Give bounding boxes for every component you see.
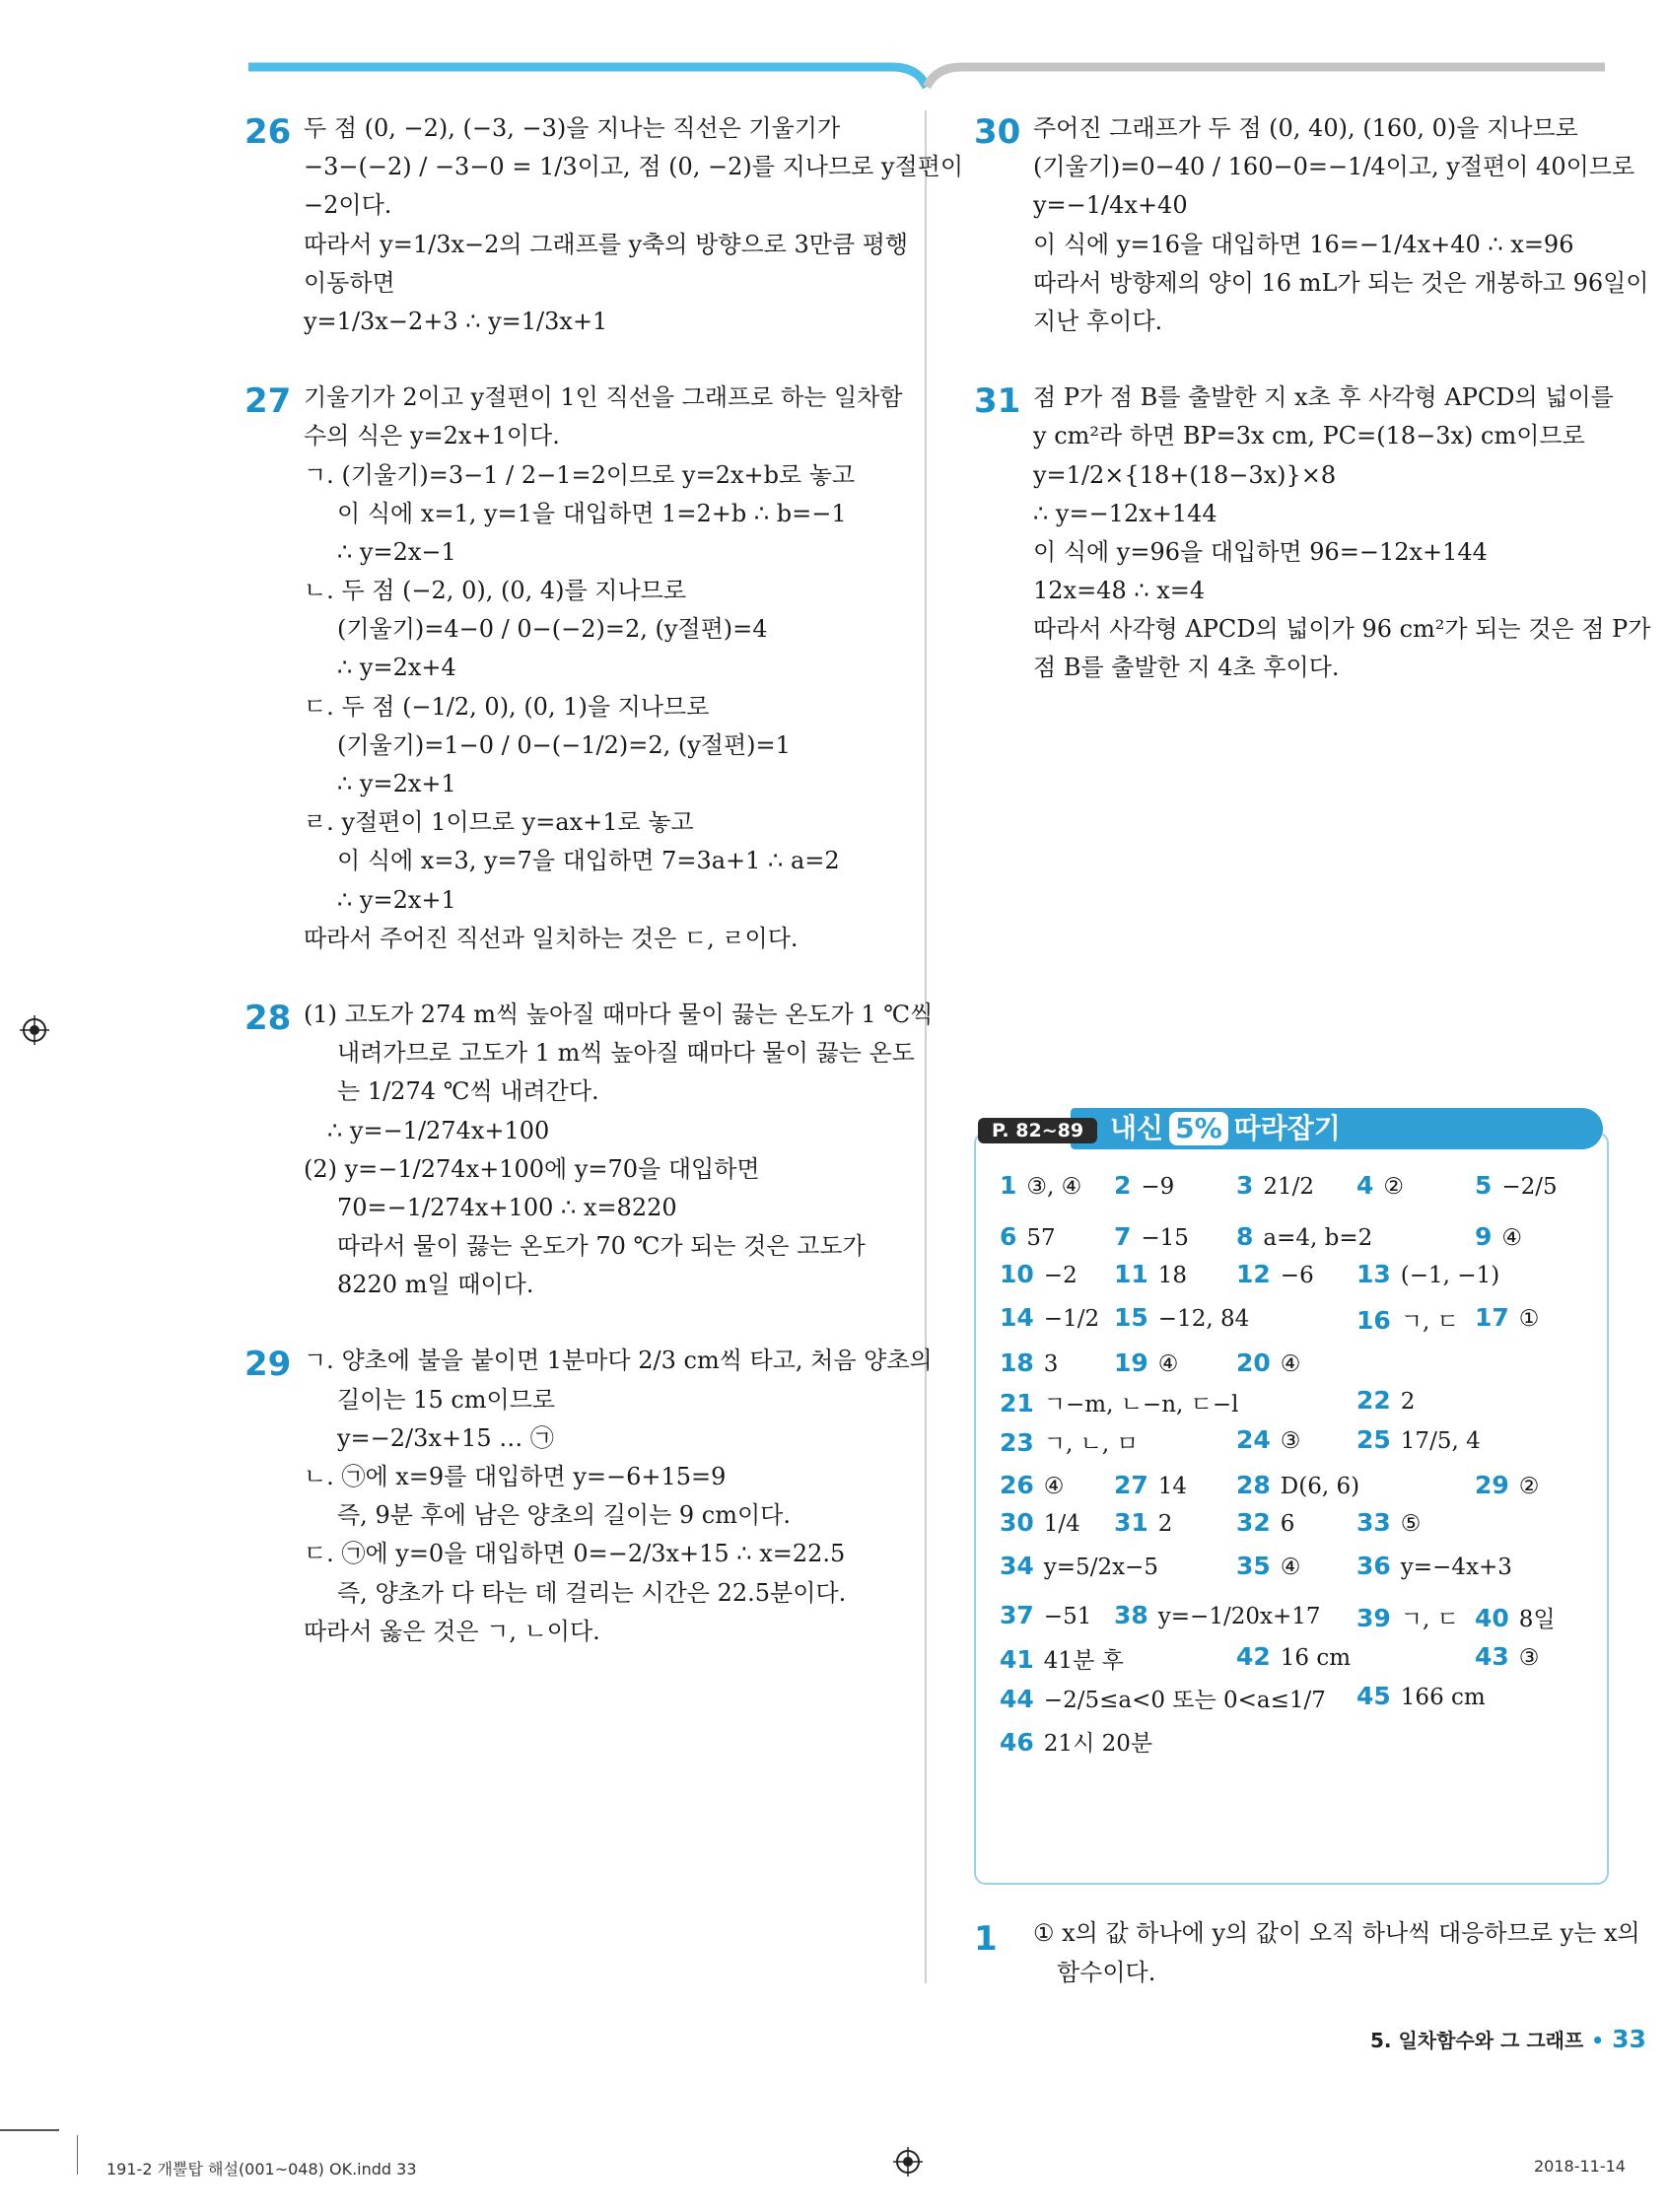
chapter-title: 5. 일차함수와 그 그래프 <box>1370 2029 1584 2052</box>
solution-line: (2) y=−1/274x+100에 y=70을 대입하면 <box>304 1154 760 1183</box>
solution-line: 이 식에 x=3, y=7을 대입하면 7=3a+1 ∴ a=2 <box>337 847 840 875</box>
solution-line: (기울기)=0−40 / 160−0=−1/4이고, y절편이 40이므로 <box>1033 153 1635 181</box>
file-name: 191-2 개뿔탑 해설(001~048) OK.indd 33 <box>106 2160 417 2178</box>
problem-line: ① x의 값 하나에 y의 값이 오직 하나씩 대응하므로 y는 x의 <box>1033 1919 1640 1947</box>
answer-value: 2 <box>1400 1389 1416 1415</box>
solution-line: −2이다. <box>304 191 392 220</box>
problem-30 <box>974 110 1649 340</box>
answer-number: 42 <box>1236 1642 1271 1671</box>
answer-value: ④ <box>1157 1351 1179 1377</box>
answer-item <box>1475 1601 1556 1633</box>
solution-line: 70=−1/274x+100 ∴ x=8220 <box>337 1193 677 1221</box>
answer-value: 6 <box>1280 1511 1295 1537</box>
answer-number: 27 <box>1114 1471 1148 1499</box>
answer-number: 19 <box>1114 1348 1148 1377</box>
answer-item <box>1236 1171 1314 1200</box>
solution-line: 이 식에 y=16을 대입하면 16=−1/4x+40 ∴ x=96 <box>1033 230 1574 258</box>
solution-line: 따라서 방향제의 양이 16 mL가 되는 것은 개봉하고 96일이 <box>1033 268 1649 297</box>
answer-number: 18 <box>1000 1348 1034 1377</box>
answer-item <box>1236 1508 1294 1537</box>
solution-line: y=1/2×{18+(18−3x)}×8 <box>1033 460 1337 489</box>
answer-number: 43 <box>1475 1642 1509 1671</box>
answer-number: 6 <box>1000 1222 1017 1251</box>
solution-line: ∴ y=2x+1 <box>337 885 456 914</box>
answer-value: −1/2 <box>1043 1306 1100 1332</box>
answer-item <box>1000 1725 1152 1758</box>
answer-item <box>1356 1303 1459 1336</box>
answer-value: (−1, −1) <box>1400 1263 1500 1288</box>
column-divider <box>925 110 927 1983</box>
answer-item <box>1356 1386 1415 1415</box>
answer-value: ③ <box>1280 1428 1301 1454</box>
answer-number: 45 <box>1356 1682 1391 1710</box>
answer-box <box>974 1112 1609 1885</box>
answer-item <box>1356 1552 1512 1580</box>
answer-value: 21시 20분 <box>1043 1731 1153 1757</box>
answer-item <box>1236 1348 1300 1377</box>
answer-number: 14 <box>1000 1303 1034 1332</box>
answer-value: −12, 84 <box>1157 1306 1250 1332</box>
solution-line: ∴ y=2x−1 <box>337 537 456 566</box>
solution-line: (1) 고도가 274 m씩 높아질 때마다 물이 끓는 온도가 1 ℃씩 <box>304 1000 934 1028</box>
answer-item <box>1000 1682 1326 1714</box>
answer-item <box>1475 1222 1522 1251</box>
solution-line: ㄴ. 두 점 (−2, 0), (0, 4)를 지나므로 <box>304 577 687 605</box>
solution-line: y=1/3x−2+3 ∴ y=1/3x+1 <box>304 307 608 335</box>
answer-value: 8일 <box>1518 1607 1556 1632</box>
problem-31 <box>974 380 1651 687</box>
solution-line: 따라서 옳은 것은 ㄱ, ㄴ이다. <box>304 1617 600 1645</box>
answer-item <box>1114 1222 1189 1251</box>
registration-mark-icon <box>893 2147 923 2177</box>
answer-number: 31 <box>1114 1508 1148 1537</box>
answer-value: ③ <box>1518 1645 1540 1671</box>
answer-item <box>1000 1303 1099 1332</box>
answer-number: 33 <box>1356 1508 1391 1537</box>
answer-number: 15 <box>1114 1303 1148 1332</box>
answer-value: −9 <box>1141 1174 1175 1200</box>
answer-item <box>1356 1682 1486 1710</box>
answer-number: 17 <box>1475 1303 1509 1332</box>
footer-chapter <box>1370 2025 1646 2053</box>
solution-line: 점 P가 점 B를 출발한 지 x초 후 사각형 APCD의 넓이를 <box>1033 383 1614 412</box>
banner-post: 따라잡기 <box>1233 1112 1341 1144</box>
banner-pre: 내신 <box>1110 1112 1164 1144</box>
banner <box>1071 1108 1603 1149</box>
answer-value: y=5/2x−5 <box>1043 1555 1158 1580</box>
answer-value: ④ <box>1043 1474 1065 1499</box>
problem-28 <box>244 997 934 1304</box>
bullet-icon: • <box>1591 2029 1605 2052</box>
answer-item <box>1114 1601 1321 1629</box>
solution-line: ∴ y=−12x+144 <box>1033 499 1217 527</box>
solution-line: 12x=48 ∴ x=4 <box>1033 577 1206 605</box>
answer-value: ㄱ, ㄷ <box>1400 1607 1459 1632</box>
answer-value: 1/4 <box>1043 1511 1080 1537</box>
answer-value: 57 <box>1026 1225 1056 1251</box>
solution-line: ㄷ. ㉠에 y=0을 대입하면 0=−2/3x+15 ∴ x=22.5 <box>304 1540 846 1568</box>
solution-line: 점 B를 출발한 지 4초 후이다. <box>1033 654 1340 682</box>
answer-number: 22 <box>1356 1386 1391 1415</box>
answer-item <box>1236 1642 1351 1671</box>
answer-number: 37 <box>1000 1601 1034 1629</box>
answer-number: 46 <box>1000 1728 1034 1757</box>
answer-box-header <box>972 1108 1623 1155</box>
answer-item <box>1236 1260 1314 1288</box>
answer-value: 18 <box>1157 1263 1188 1288</box>
answer-number: 1 <box>1000 1171 1017 1200</box>
solution-line: 따라서 주어진 직선과 일치하는 것은 ㄷ, ㄹ이다. <box>304 924 799 952</box>
solution-line: 주어진 그래프가 두 점 (0, 40), (160, 0)을 지나므로 <box>1033 114 1578 142</box>
solution-line: y=−1/4x+40 <box>1033 191 1188 220</box>
answer-item <box>1236 1471 1359 1499</box>
top-decor-bar <box>0 0 1668 108</box>
answer-number: 25 <box>1356 1425 1391 1454</box>
solution-line: ㄱ. 양초에 불을 붙이면 1분마다 2/3 cm씩 타고, 처음 양초의 <box>304 1347 933 1375</box>
answer-item <box>1114 1508 1172 1537</box>
solution-line: −3−(−2) / −3−0 = 1/3이고, 점 (0, −2)를 지나므로 y절편이 <box>304 153 964 181</box>
left-column <box>244 108 964 1690</box>
answer-item <box>1236 1222 1372 1251</box>
answer-item <box>1000 1222 1056 1251</box>
answer-value: ② <box>1383 1174 1405 1200</box>
answer-value: y=−4x+3 <box>1400 1555 1512 1580</box>
answer-number: 10 <box>1000 1260 1034 1288</box>
answer-item <box>1000 1471 1064 1499</box>
answer-number: 35 <box>1236 1552 1271 1580</box>
solution-line: ∴ y=−1/274x+100 <box>327 1116 550 1144</box>
answer-item <box>1356 1171 1404 1200</box>
answer-value: ① <box>1518 1306 1540 1332</box>
answer-number: 21 <box>1000 1389 1034 1417</box>
answer-value: 166 cm <box>1400 1685 1486 1710</box>
answer-item <box>1000 1171 1081 1200</box>
solution-line: 이동하면 <box>304 268 395 297</box>
answer-number: 24 <box>1236 1425 1271 1454</box>
answer-number: 20 <box>1236 1348 1271 1377</box>
answer-value: 3 <box>1043 1351 1059 1377</box>
solution-line: y cm²라 하면 BP=3x cm, PC=(18−3x) cm이므로 <box>1033 422 1585 450</box>
answer-number: 16 <box>1356 1306 1391 1335</box>
solution-line: 수의 식은 y=2x+1이다. <box>304 422 560 450</box>
answer-item <box>1114 1348 1178 1377</box>
answer-number: 12 <box>1236 1260 1271 1288</box>
answer-value: −15 <box>1141 1225 1189 1251</box>
solution-line: ㄴ. ㉠에 x=9를 대입하면 y=−6+15=9 <box>304 1463 727 1490</box>
answer-value: ④ <box>1501 1225 1523 1251</box>
answer-item <box>1236 1425 1300 1454</box>
answer-number: 36 <box>1356 1552 1391 1580</box>
answer-number: 5 <box>1475 1171 1493 1200</box>
answer-number: 13 <box>1356 1260 1391 1288</box>
answer-value: 17/5, 4 <box>1400 1428 1481 1454</box>
answer-item <box>1356 1508 1421 1537</box>
registration-mark-icon <box>20 1015 49 1045</box>
answer-item <box>1000 1642 1124 1675</box>
problem-26 <box>244 110 964 340</box>
answer-item <box>1114 1171 1174 1200</box>
solution-line: ㄱ. (기울기)=3−1 / 2−1=2이므로 y=2x+b로 놓고 <box>304 460 856 489</box>
solution-line: ∴ y=2x+1 <box>337 770 456 797</box>
answer-number: 41 <box>1000 1645 1034 1674</box>
answer-value: ③, ④ <box>1026 1174 1082 1200</box>
answer-number: 23 <box>1000 1428 1034 1457</box>
answer-item <box>1000 1260 1077 1288</box>
problem-number: 29 <box>244 1345 292 1385</box>
problem-number: 28 <box>244 998 292 1038</box>
answer-item <box>1000 1508 1080 1537</box>
answer-value: ㄱ, ㄴ, ㅁ <box>1043 1431 1139 1457</box>
problem-number: 27 <box>244 381 292 422</box>
answer-value: 14 <box>1157 1474 1188 1499</box>
answer-number: 32 <box>1236 1508 1271 1537</box>
answer-number: 2 <box>1114 1171 1132 1200</box>
answer-item <box>1475 1303 1539 1332</box>
page-range-tag: P. 82~89 <box>978 1118 1097 1143</box>
answer-number: 11 <box>1114 1260 1148 1288</box>
solution-line: 따라서 물이 끓는 온도가 70 ℃가 되는 것은 고도가 <box>337 1232 866 1261</box>
answer-value: ㄱ−m, ㄴ−n, ㄷ−l <box>1043 1392 1239 1417</box>
solution-line: 즉, 양초가 다 타는 데 걸리는 시간은 22.5분이다. <box>337 1578 847 1607</box>
solution-line: 이 식에 y=96을 대입하면 96=−12x+144 <box>1033 537 1488 566</box>
problem-27 <box>244 380 903 957</box>
crop-mark <box>77 2135 78 2175</box>
problem-line: 함수이다. <box>1057 1959 1156 1987</box>
answer-item <box>1114 1260 1187 1288</box>
answer-number: 44 <box>1000 1685 1034 1713</box>
answer-number: 29 <box>1475 1471 1509 1499</box>
answer-item <box>1475 1642 1539 1671</box>
answer-item <box>1356 1425 1481 1454</box>
answer-item <box>1475 1171 1558 1200</box>
answer-item <box>1475 1471 1539 1499</box>
problem-number: 30 <box>974 112 1021 152</box>
answer-value: −51 <box>1043 1604 1092 1629</box>
solution-line: 지난 후이다. <box>1033 307 1163 335</box>
solution-line: ㄷ. 두 점 (−1/2, 0), (0, 1)을 지나므로 <box>304 692 710 721</box>
solution-line: 즉, 9분 후에 남은 양초의 길이는 9 cm이다. <box>337 1501 791 1530</box>
answer-number: 38 <box>1114 1601 1148 1629</box>
problem-number: 31 <box>974 381 1021 422</box>
answer-item <box>1000 1601 1091 1629</box>
answer-number: 34 <box>1000 1552 1034 1580</box>
print-date: 2018-11-14 <box>1534 2157 1626 2176</box>
solution-line: (기울기)=4−0 / 0−(−2)=2, (y절편)=4 <box>337 615 768 644</box>
answer-value: ④ <box>1280 1555 1301 1580</box>
answer-value: y=−1/20x+17 <box>1157 1604 1321 1629</box>
answer-value: D(6, 6) <box>1280 1474 1360 1499</box>
answer-number: 8 <box>1236 1222 1254 1251</box>
answer-item <box>1000 1348 1058 1377</box>
solution-line: 기울기가 2이고 y절편이 1인 직선을 그래프로 하는 일차함 <box>304 383 903 412</box>
answer-value: 21/2 <box>1263 1174 1315 1200</box>
answer-number: 9 <box>1475 1222 1493 1251</box>
answer-item <box>1000 1386 1239 1418</box>
solution-line: ∴ y=2x+4 <box>337 654 456 682</box>
answer-number: 28 <box>1236 1471 1271 1499</box>
solution-line: (기울기)=1−0 / 0−(−1/2)=2, (y절편)=1 <box>337 730 791 759</box>
solution-line: 는 1/274 ℃씩 내려간다. <box>337 1077 599 1106</box>
solution-line: ㄹ. y절편이 1이므로 y=ax+1로 놓고 <box>304 808 694 837</box>
answer-item <box>1356 1260 1499 1288</box>
answer-value: 16 cm <box>1280 1645 1352 1671</box>
answer-number: 26 <box>1000 1471 1034 1499</box>
solution-line: 이 식에 x=1, y=1을 대입하면 1=2+b ∴ b=−1 <box>337 499 847 527</box>
problem-number: 1 <box>974 1919 998 1959</box>
solution-line: y=−2/3x+15 … ㉠ <box>337 1423 554 1452</box>
banner-pct: 5% <box>1169 1112 1228 1145</box>
answer-number: 4 <box>1356 1171 1374 1200</box>
right-column <box>974 108 1651 726</box>
answer-value: −2/5 <box>1501 1174 1558 1200</box>
answer-value: −6 <box>1280 1263 1314 1288</box>
answer-value: ⑤ <box>1400 1511 1422 1537</box>
answer-number: 40 <box>1475 1604 1509 1632</box>
answer-value: 2 <box>1157 1511 1173 1537</box>
answer-value: ④ <box>1280 1351 1301 1377</box>
answer-item <box>1000 1552 1158 1580</box>
solution-line: 내려가므로 고도가 1 m씩 높아질 때마다 물이 끓는 온도 <box>337 1039 915 1068</box>
answer-value: ② <box>1518 1474 1540 1499</box>
answer-value: ㄱ, ㄷ <box>1400 1309 1459 1335</box>
answer-number: 39 <box>1356 1604 1391 1632</box>
solution-line: 길이는 15 cm이므로 <box>337 1385 556 1414</box>
answer-value: 41분 후 <box>1043 1648 1124 1674</box>
problem-number: 26 <box>244 112 292 152</box>
problem-1 <box>974 1912 1640 1994</box>
answer-number: 7 <box>1114 1222 1132 1251</box>
crop-line <box>0 2129 59 2131</box>
answer-number: 30 <box>1000 1508 1034 1537</box>
page-number: 33 <box>1612 2025 1646 2053</box>
answer-item <box>1114 1303 1249 1332</box>
solution-line: 8220 m일 때이다. <box>337 1271 534 1299</box>
solution-line: 따라서 사각형 APCD의 넓이가 96 cm²가 되는 것은 점 P가 <box>1033 615 1651 644</box>
answer-item <box>1000 1425 1139 1458</box>
answer-item <box>1236 1552 1300 1580</box>
problem-29 <box>244 1343 933 1650</box>
solution-line: 두 점 (0, −2), (−3, −3)을 지나는 직선은 기울기가 <box>304 114 841 142</box>
solution-line: 따라서 y=1/3x−2의 그래프를 y축의 방향으로 3만큼 평행 <box>304 230 909 258</box>
answer-item <box>1114 1471 1187 1499</box>
answer-value: −2/5≤a<0 또는 0<a≤1/7 <box>1043 1688 1326 1713</box>
answer-number: 3 <box>1236 1171 1254 1200</box>
answer-value: a=4, b=2 <box>1263 1225 1373 1251</box>
answer-item <box>1356 1601 1459 1633</box>
answer-value: −2 <box>1043 1263 1077 1288</box>
